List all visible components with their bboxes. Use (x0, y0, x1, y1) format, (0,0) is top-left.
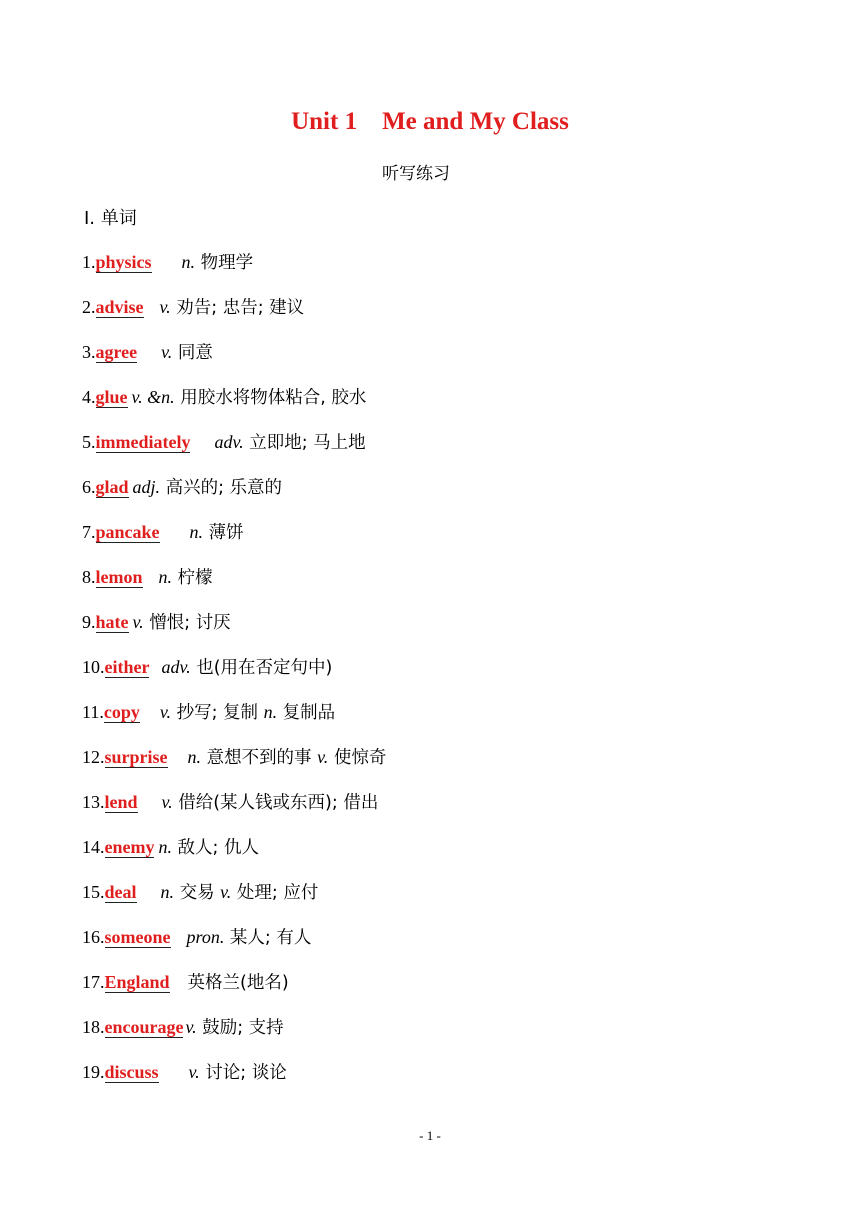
vocab-word: enemy (104, 837, 155, 857)
item-number: 9. (82, 612, 96, 632)
part-of-speech: n. (263, 702, 278, 722)
item-number: 8. (82, 567, 96, 587)
vocab-item (82, 517, 386, 562)
definition: 鼓励; 支持 (196, 1018, 284, 1038)
vocab-item (82, 292, 386, 337)
item-number: 13. (82, 792, 105, 812)
vocab-word: either (104, 657, 150, 677)
part-of-speech: v. (161, 342, 173, 362)
definition: 使惊奇 (328, 748, 387, 768)
part-of-speech: v. (220, 882, 232, 902)
item-number: 1. (82, 252, 96, 272)
item-number: 14. (82, 837, 105, 857)
vocab-word: immediately (95, 432, 191, 452)
part-of-speech: n. (187, 747, 201, 767)
unit-title: Unit 1 Me and My Class (291, 108, 569, 135)
part-of-speech: n. (160, 882, 175, 902)
definition: 敌人; 仇人 (171, 838, 260, 858)
part-of-speech: v. (132, 612, 144, 632)
definition: 也(用在否定句中) (190, 658, 333, 678)
vocab-word: England (104, 972, 170, 992)
item-number: 2. (82, 297, 96, 317)
vocab-item (82, 607, 386, 652)
definition: 同意 (172, 343, 213, 363)
vocabulary-list (82, 247, 386, 1102)
vocab-item (82, 877, 386, 922)
part-of-speech: n. (181, 252, 196, 272)
definition: 交易 (174, 883, 221, 903)
vocab-word: agree (95, 342, 138, 362)
vocab-item (82, 1057, 386, 1102)
vocab-item (82, 787, 386, 832)
vocab-item (82, 1012, 386, 1057)
definition: 复制品 (277, 703, 336, 723)
part-of-speech: adv. (214, 432, 244, 452)
vocab-item (82, 652, 386, 697)
definition: 某人; 有人 (224, 928, 312, 948)
definition: 英格兰(地名) (187, 973, 289, 993)
vocab-word: glad (95, 477, 129, 497)
part-of-speech: v. (159, 702, 171, 722)
definition: 意想不到的事 (201, 748, 318, 768)
vocab-word: surprise (104, 747, 168, 767)
definition: 憎恨; 讨厌 (143, 613, 231, 633)
vocab-word: pancake (95, 522, 160, 542)
vocab-word: someone (104, 927, 171, 947)
vocab-item (82, 337, 386, 382)
definition: 立即地; 马上地 (243, 433, 366, 453)
part-of-speech: n. (189, 522, 204, 542)
definition: 柠檬 (172, 568, 213, 588)
part-of-speech: n. (158, 567, 172, 587)
vocab-word: encourage (104, 1017, 184, 1037)
definition: 薄饼 (203, 523, 244, 543)
item-number: 16. (82, 927, 105, 947)
item-number: 19. (82, 1062, 105, 1082)
vocab-item (82, 562, 386, 607)
definition: 处理; 应付 (231, 883, 319, 903)
vocab-word: hate (95, 612, 129, 632)
part-of-speech: adj. (132, 477, 161, 497)
item-number: 15. (82, 882, 105, 902)
vocab-item (82, 832, 386, 877)
item-number: 17. (82, 972, 105, 992)
vocab-item (82, 742, 386, 787)
vocab-item (82, 472, 386, 517)
part-of-speech: v. (188, 1062, 200, 1082)
part-of-speech: v. (159, 297, 171, 317)
section-heading: Ⅰ. 单词 (84, 208, 137, 229)
vocab-word: deal (104, 882, 137, 902)
definition: 高兴的; 乐意的 (160, 478, 283, 498)
definition: 劝告; 忠告; 建议 (170, 298, 305, 318)
vocab-item (82, 382, 386, 427)
vocab-item (82, 427, 386, 472)
definition: 物理学 (195, 253, 254, 273)
vocab-word: lemon (95, 567, 143, 587)
definition: 讨论; 谈论 (199, 1063, 287, 1083)
vocab-item (82, 247, 386, 292)
part-of-speech: v. (317, 747, 329, 767)
vocab-word: glue (95, 387, 128, 407)
item-number: 4. (82, 387, 96, 407)
definition: 抄写; 复制 (171, 703, 264, 723)
part-of-speech: v. (161, 792, 173, 812)
part-of-speech: v. &n. (131, 387, 175, 407)
vocab-word: advise (95, 297, 144, 317)
vocab-word: discuss (104, 1062, 159, 1082)
vocab-word: copy (103, 702, 140, 722)
definition: 用胶水将物体粘合, 胶水 (174, 388, 367, 408)
item-number: 5. (82, 432, 96, 452)
item-number: 12. (82, 747, 105, 767)
page-number: - 1 - (419, 1128, 441, 1143)
part-of-speech: pron. (186, 927, 225, 947)
vocab-word: lend (104, 792, 138, 812)
vocab-item (82, 967, 386, 1012)
item-number: 6. (82, 477, 96, 497)
item-number: 3. (82, 342, 96, 362)
exercise-subtitle: 听写练习 (382, 164, 450, 184)
item-number: 18. (82, 1017, 105, 1037)
vocab-word: physics (95, 252, 152, 272)
vocab-item (82, 697, 386, 742)
part-of-speech: v. (185, 1017, 197, 1037)
part-of-speech: adv. (161, 657, 191, 677)
item-number: 7. (82, 522, 96, 542)
item-number: 11. (82, 702, 104, 722)
vocab-item (82, 922, 386, 967)
definition: 借给(某人钱或东西); 借出 (172, 793, 379, 813)
item-number: 10. (82, 657, 105, 677)
part-of-speech: n. (158, 837, 172, 857)
